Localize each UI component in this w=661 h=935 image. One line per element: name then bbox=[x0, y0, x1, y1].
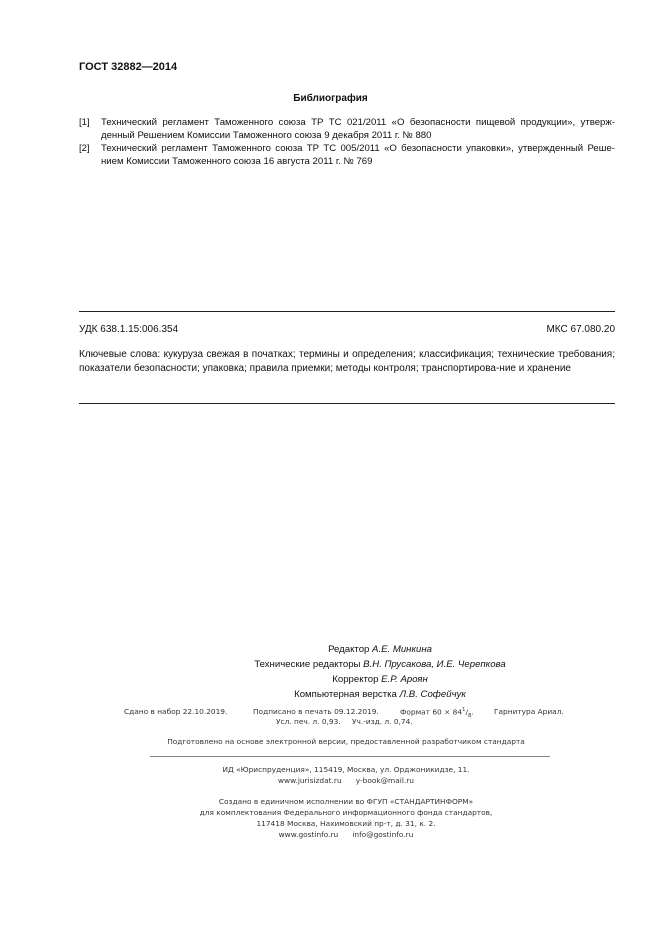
publisher-sheets: Уч.-изд. л. 0,74. bbox=[352, 717, 413, 726]
bibliography-title: Библиография bbox=[293, 93, 368, 104]
submitted-date: Сдано в набор 22.10.2019. bbox=[124, 707, 228, 716]
print-sheets: Усл. печ. л. 0,93. bbox=[276, 717, 341, 726]
layout-line: Компьютерная верстка Л.В. Софейчук bbox=[294, 689, 466, 700]
corrector-line: Корректор Е.Р. Ароян bbox=[332, 674, 428, 685]
publisher-site-link[interactable]: www.jurisizdat.ru bbox=[278, 776, 342, 785]
udk-code: УДК 638.1.15:006.354 bbox=[79, 324, 179, 335]
entry-text: Технический регламент Таможенного союза ТР ТС 021/2011 «О безопасности пищевой продукции», утверж-денный Решением Комиссии Таможенного союза 9 декабря 2011 г. № 880 bbox=[101, 117, 615, 141]
entry-number: [2] bbox=[79, 143, 90, 154]
print-format: Формат $60 \times 84^1/_8$. bbox=[400, 707, 474, 719]
top-rule bbox=[79, 311, 615, 312]
signed-date: Подписано в печать 09.12.2019. bbox=[253, 707, 379, 716]
entry-number: [1] bbox=[79, 117, 90, 128]
tech-editors-line: Технические редакторы В.Н. Прусакова, И.Е. Черепкова bbox=[254, 659, 506, 670]
mks-code: МКС 67.080.20 bbox=[546, 324, 615, 335]
gostinfo-site-link[interactable]: www.gostinfo.ru bbox=[278, 830, 339, 839]
printer-contacts bbox=[0, 830, 661, 839]
bottom-rule bbox=[79, 403, 615, 404]
bibliography-entry bbox=[79, 116, 615, 142]
staff-credits bbox=[150, 642, 610, 702]
editor-line: Редактор А.Е. Минкина bbox=[328, 644, 432, 655]
bibliography-entry bbox=[79, 142, 615, 168]
publisher-address: ИД «Юриспруденция», 115419, Москва, ул. Орджоникидзе, 11. bbox=[222, 765, 470, 774]
standard-code: ГОСТ 32882—2014 bbox=[79, 61, 178, 73]
entry-text: Технический регламент Таможенного союза ТР ТС 005/2011 «О безопасности упаковки», утвержденный Реше-нием Комиссии Таможенного союза 16 августа 2011 г. № 769 bbox=[101, 143, 615, 167]
fund-line: для комплектования Федерального информационного фонда стандартов, bbox=[199, 808, 493, 817]
printer-address: 117418 Москва, Нахимовский пр-т, д. 31, к. 2. bbox=[256, 819, 436, 828]
keywords: Ключевые слова: кукуруза свежая в початках; термины и определения; классификация; технические требования; показатели безопасности; упаковка; правила приемки; методы контроля; транспортирова-ние и хранение bbox=[79, 349, 615, 374]
publisher-contacts bbox=[0, 776, 661, 785]
typeface: Гарнитура Ариал. bbox=[494, 707, 564, 716]
publisher-email-link[interactable]: y-book@mail.ru bbox=[355, 776, 414, 785]
gostinfo-email-link[interactable]: info@gostinfo.ru bbox=[352, 830, 414, 839]
prepared-note: Подготовлено на основе электронной версии, предоставленной разработчиком стандарта bbox=[167, 737, 525, 746]
printer-line: Создано в единичном исполнении во ФГУП «СТАНДАРТИНФОРМ» bbox=[218, 797, 474, 806]
imprint-rule bbox=[150, 756, 550, 757]
